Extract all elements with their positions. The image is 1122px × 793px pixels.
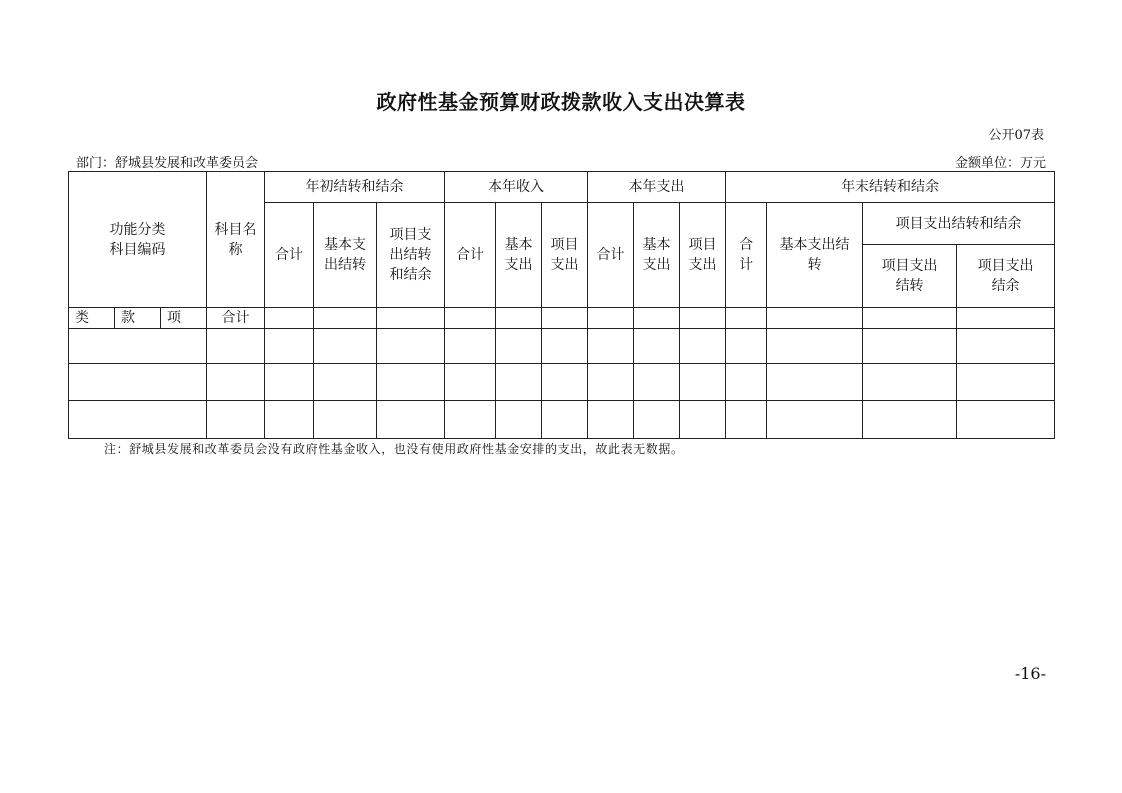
- table-cell: [69, 364, 207, 401]
- table-cell: [634, 364, 680, 401]
- table-cell: [265, 401, 314, 439]
- header-income-basic: 基本 支出: [496, 203, 542, 308]
- header-end-basic: 基本支出结 转: [767, 203, 863, 308]
- header-income-project: 项目 支出: [542, 203, 588, 308]
- table-cell: [377, 329, 445, 364]
- header-group-expense: 本年支出: [588, 172, 726, 203]
- table-cell: [69, 401, 207, 439]
- table-cell: [767, 364, 863, 401]
- table-cell: [588, 401, 634, 439]
- table-cell: [680, 329, 726, 364]
- table-cell: [957, 401, 1055, 439]
- header-col-total: 合计: [207, 308, 265, 329]
- table-cell: [634, 329, 680, 364]
- table-cell: [542, 364, 588, 401]
- header-col-kuan: 款: [115, 308, 161, 329]
- table-cell: [957, 308, 1055, 329]
- header-begin-project: 项目支 出结转 和结余: [377, 203, 445, 308]
- table-cell: [496, 401, 542, 439]
- table-cell: [542, 329, 588, 364]
- table-cell: [863, 329, 957, 364]
- table-cell: [588, 329, 634, 364]
- table-cell: [496, 329, 542, 364]
- table-cell: [445, 329, 496, 364]
- table-row: [69, 364, 1055, 401]
- table-cell: [588, 308, 634, 329]
- table-cell: [265, 364, 314, 401]
- header-end-project-carry: 项目支出 结转: [863, 245, 957, 308]
- table-cell: [680, 308, 726, 329]
- header-begin-total: 合计: [265, 203, 314, 308]
- header-group-begin: 年初结转和结余: [265, 172, 445, 203]
- header-expense-total: 合计: [588, 203, 634, 308]
- table-cell: [542, 308, 588, 329]
- table-cell: [377, 364, 445, 401]
- header-func-class: 功能分类 科目编码: [69, 172, 207, 308]
- table-cell: [767, 308, 863, 329]
- header-income-total: 合计: [445, 203, 496, 308]
- table-cell: [445, 401, 496, 439]
- unit-label: 金额单位：万元: [954, 156, 1046, 171]
- header-group-income: 本年收入: [445, 172, 588, 203]
- budget-table: [68, 171, 1055, 439]
- header-begin-basic: 基本支 出结转: [314, 203, 377, 308]
- table-row: [69, 401, 1055, 439]
- table-cell: [207, 364, 265, 401]
- table-cell: [726, 308, 767, 329]
- table-cell: [314, 364, 377, 401]
- table-cell: [265, 329, 314, 364]
- table-cell: [207, 401, 265, 439]
- table-cell: [957, 329, 1055, 364]
- table-cell: [634, 401, 680, 439]
- header-end-total: 合 计: [726, 203, 767, 308]
- table-cell: [726, 329, 767, 364]
- table-cell: [767, 401, 863, 439]
- table-cell: [542, 401, 588, 439]
- table-cell: [634, 308, 680, 329]
- table-cell: [496, 308, 542, 329]
- table-cell: [680, 401, 726, 439]
- table-cell: [957, 364, 1055, 401]
- page-title: 政府性基金预算财政拨款收入支出决算表: [376, 90, 746, 114]
- table-cell: [265, 308, 314, 329]
- header-expense-project: 项目 支出: [680, 203, 726, 308]
- header-expense-basic: 基本 支出: [634, 203, 680, 308]
- table-cell: [863, 308, 957, 329]
- form-code: 公开07表: [988, 128, 1044, 143]
- header-group-end: 年末结转和结余: [726, 172, 1055, 203]
- table-cell: [377, 308, 445, 329]
- table-cell: [445, 364, 496, 401]
- table-cell: [314, 308, 377, 329]
- table-cell: [726, 364, 767, 401]
- header-end-project-group: 项目支出结转和结余: [863, 203, 1055, 245]
- header-col-xiang: 项: [161, 308, 207, 329]
- table-cell: [377, 401, 445, 439]
- header-subject-name: 科目名 称: [207, 172, 265, 308]
- header-end-project-balance: 项目支出 结余: [957, 245, 1055, 308]
- table-cell: [314, 401, 377, 439]
- header-col-lei: 类: [69, 308, 115, 329]
- table-cell: [588, 364, 634, 401]
- footnote: 注：舒城县发展和改革委员会没有政府性基金收入，也没有使用政府性基金安排的支出，故此表无数据。: [104, 442, 684, 456]
- page-number: -16-: [1014, 664, 1046, 683]
- table-row: [69, 329, 1055, 364]
- table-cell: [207, 329, 265, 364]
- table-cell: [314, 329, 377, 364]
- department-label: 部门：舒城县发展和改革委员会: [76, 156, 259, 171]
- table-cell: [69, 329, 207, 364]
- table-cell: [726, 401, 767, 439]
- table-cell: [445, 308, 496, 329]
- table-cell: [863, 364, 957, 401]
- table-cell: [767, 329, 863, 364]
- table-cell: [496, 364, 542, 401]
- table-cell: [863, 401, 957, 439]
- table-cell: [680, 364, 726, 401]
